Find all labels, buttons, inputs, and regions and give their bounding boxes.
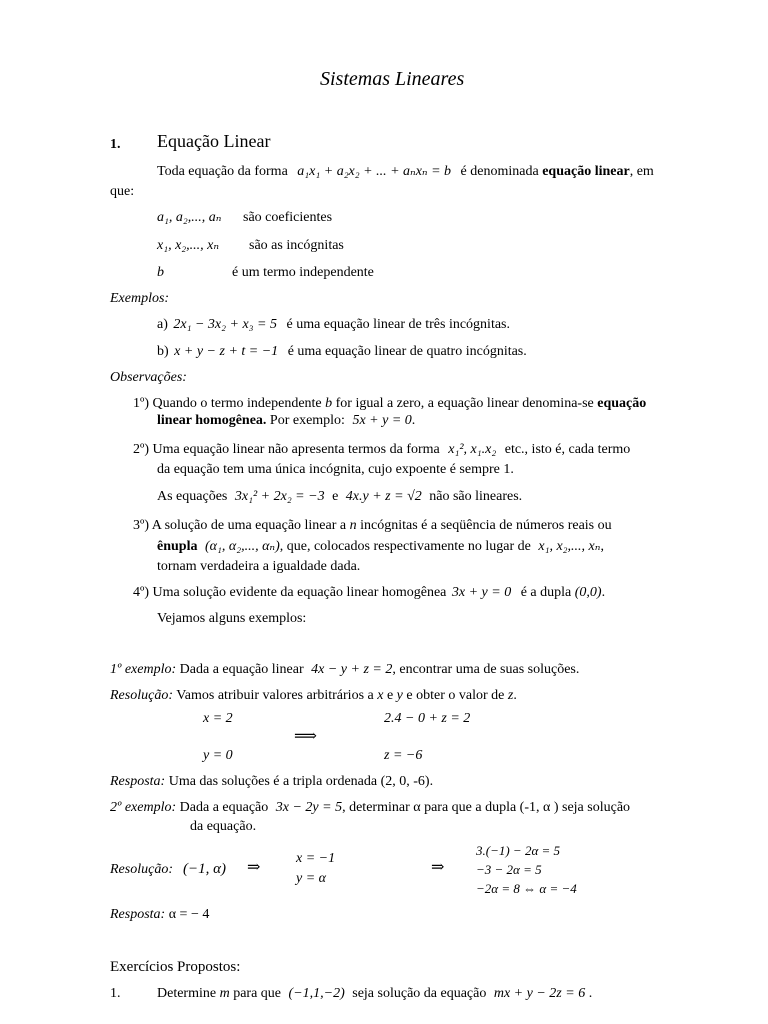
exercicio-1-triple: (−1,1,−2) — [288, 986, 345, 1001]
obs2-formula3: 4x.y + z = √2 — [345, 489, 422, 504]
intro-suffix-b: , em — [629, 164, 654, 179]
ex1-res-x: x — [377, 688, 384, 703]
intro-line — [157, 163, 654, 181]
obs2-line3 — [157, 488, 522, 506]
obs4-formula2: (0,0) — [574, 585, 602, 600]
page-title: Sistemas Lineares — [320, 68, 465, 90]
ex2-resp-text: α = − 4 — [168, 907, 210, 922]
ex2-arrow2: ⇒ — [431, 859, 445, 876]
ex1-res-y: y — [396, 688, 403, 703]
obs1-formula: 5x + y = 0 — [352, 413, 412, 428]
ex1-res-a: Vamos atribuir valores arbitrários a — [176, 688, 374, 703]
exemplo-a-text: é uma equação linear de três incógnitas. — [286, 317, 510, 332]
ex1-formula: 4x − y + z = 2 — [311, 662, 393, 677]
obs1-line2 — [157, 412, 415, 430]
exemplo-a-formula: 2x₁ − 3x₂ + x₃ = 5 — [173, 317, 277, 332]
ex1-resp-label: Resposta: — [110, 774, 166, 789]
intro-prefix: Toda equação da forma — [157, 164, 288, 179]
obs4-line2: Vejamos alguns exemplos: — [157, 611, 307, 626]
obs1-line1 — [133, 395, 646, 413]
ex1-res-b: e obter o valor de — [406, 688, 505, 703]
ex2-b: , determinar α para que a dupla (-1, α ) seja solução — [342, 800, 631, 815]
exercicio-1-line — [157, 985, 592, 1003]
obs-label: Observações: — [110, 370, 187, 385]
ex2-pair: (−1, α) — [183, 861, 226, 877]
exemplo-b — [157, 343, 527, 361]
obs3-bold: ênupla — [157, 539, 198, 554]
obs3-c: , que, colocados respectivamente no lugar de — [279, 539, 531, 554]
ex2-arrow1: ⇒ — [247, 859, 261, 876]
obs3-formula2: x₁, x₂,..., xₙ — [538, 539, 601, 554]
obs3-a: A solução de uma equação linear a — [151, 518, 347, 533]
ex2-sub1: x = −1 — [296, 851, 336, 866]
obs1-c: for igual a zero, a equação linear denomina-se — [335, 396, 594, 411]
exemplo-a-tag: a) — [157, 317, 168, 332]
exercicio-1-a: Determine — [157, 986, 217, 1001]
ex2-sub2: y = α — [296, 871, 327, 886]
exercicio-1-num: 1. — [110, 986, 121, 1001]
def-sym-b: b — [157, 265, 164, 280]
obs3-b: incógnitas é a seqüência de números reais ou — [360, 518, 612, 533]
ex1-right1: 2.4 − 0 + z = 2 — [384, 711, 471, 726]
obs3-c-end: , — [600, 539, 604, 554]
obs4-line1 — [133, 584, 605, 602]
obs2-line3a: As equações — [157, 489, 228, 504]
intro-suffix-bold: equação linear — [542, 164, 630, 179]
obs1-num: 1º) — [133, 396, 150, 411]
ex2-resp-label: Resposta: — [110, 907, 166, 922]
obs3-line3: tornam verdadeira a igualdade dada. — [157, 559, 361, 574]
ex1-label: 1º exemplo: — [110, 662, 177, 677]
exemplo-b-tag: b) — [157, 344, 169, 359]
obs4-b: é a dupla — [520, 585, 572, 600]
intro-formula: a₁x₁ + a₂x₂ + ... + aₙxₙ = b — [297, 164, 452, 179]
obs2-formula2: 3x₁² + 2x₂ = −3 — [234, 489, 325, 504]
obs1-bold2: linear homogênea. — [157, 413, 267, 428]
ex2-formula: 3x − 2y = 5 — [275, 800, 343, 815]
obs2-line1 — [133, 441, 630, 459]
ex1-res-label: Resolução: — [110, 688, 173, 703]
exercicios-heading: Exercícios Propostos: — [110, 959, 241, 975]
obs4-a: Uma solução evidente da equação linear homogênea — [152, 585, 447, 600]
ex1-res-end: . — [513, 688, 517, 703]
ex2-step3: −2α = 8 ⇔ α = −4 — [476, 881, 577, 896]
obs2-formula: x₁², x₁.x₂ — [448, 442, 497, 457]
exemplo-b-formula: x + y − z + t = −1 — [174, 344, 279, 359]
ex1-arrow: ⟹ — [294, 728, 317, 745]
ex1-res-z: z — [507, 688, 514, 703]
obs3-num: 3º) — [133, 518, 150, 533]
section-number: 1. — [110, 137, 121, 152]
ex1-line — [110, 661, 579, 679]
ex1-left2: y = 0 — [203, 748, 233, 763]
obs4-formula: 3x + y = 0 — [451, 585, 512, 600]
exercicio-1-end: . — [588, 986, 593, 1001]
exemplo-b-text: é uma equação linear de quatro incógnitas. — [287, 344, 527, 359]
obs1-var-b: b — [325, 396, 333, 411]
obs2-num: 2º) — [133, 442, 150, 457]
ex2-line2: da equação. — [190, 819, 257, 834]
exemplos-label: Exemplos: — [110, 291, 170, 306]
intro-cont: que: — [110, 184, 135, 199]
ex2-res-label: Resolução: — [110, 862, 173, 877]
exercicio-1-m: m — [219, 986, 230, 1001]
def-text-b: é um termo independente — [232, 265, 374, 280]
ex1-res-e: e — [386, 688, 394, 703]
def-text-coef: são coeficientes — [243, 210, 333, 225]
obs2-line3b: não são lineares. — [429, 489, 523, 504]
exercicio-1-c: seja solução da equação — [352, 986, 487, 1001]
intro-suffix-a: é denominada — [460, 164, 539, 179]
obs3-n: n — [349, 518, 357, 533]
ex2-step2: −3 − 2α = 5 — [476, 862, 542, 877]
def-text-incog: são as incógnitas — [249, 238, 344, 253]
ex2-a: Dada a equação — [179, 800, 269, 815]
obs1-a: Quando o termo independente — [152, 396, 322, 411]
obs4-num: 4º) — [133, 585, 150, 600]
ex1-a: Dada a equação linear — [179, 662, 304, 677]
obs2-line2: da equação tem uma única incógnita, cujo expoente é sempre 1. — [157, 462, 514, 477]
ex2-step1: 3.(−1) − 2α = 5 — [476, 843, 561, 858]
exercicio-1-b: para que — [233, 986, 282, 1001]
obs2-b: etc., isto é, cada termo — [504, 442, 631, 457]
ex1-resp-line — [110, 773, 433, 791]
exercicio-1-formula: mx + y − 2z = 6 — [493, 986, 586, 1001]
def-sym-coef: a₁, a₂,..., aₙ — [157, 210, 222, 225]
obs1-end: . — [411, 413, 416, 428]
exemplo-a — [157, 316, 510, 334]
obs1-bold1: equação — [597, 396, 647, 411]
obs1-d: Por exemplo: — [269, 413, 345, 428]
section-heading: Equação Linear — [157, 131, 271, 151]
ex1-left1: x = 2 — [203, 711, 233, 726]
obs3-formula: (α₁, α₂,..., αₙ) — [204, 539, 280, 554]
obs2-e: e — [332, 489, 339, 504]
ex2-resp-line — [110, 906, 209, 924]
ex2-line — [110, 799, 630, 817]
obs4-end: . — [601, 585, 606, 600]
obs2-a: Uma equação linear não apresenta termos da forma — [152, 442, 440, 457]
ex1-b: , encontrar uma de suas soluções. — [392, 662, 580, 677]
def-sym-incog: x₁, x₂,..., xₙ — [157, 238, 220, 253]
ex2-label: 2º exemplo: — [110, 800, 177, 815]
obs3-line1 — [133, 517, 612, 535]
ex1-right2: z = −6 — [384, 748, 423, 763]
obs3-line2 — [157, 538, 604, 556]
ex1-resp-text: Uma das soluções é a tripla ordenada (2, 0, -6). — [168, 774, 434, 789]
ex1-res-line — [110, 687, 517, 705]
